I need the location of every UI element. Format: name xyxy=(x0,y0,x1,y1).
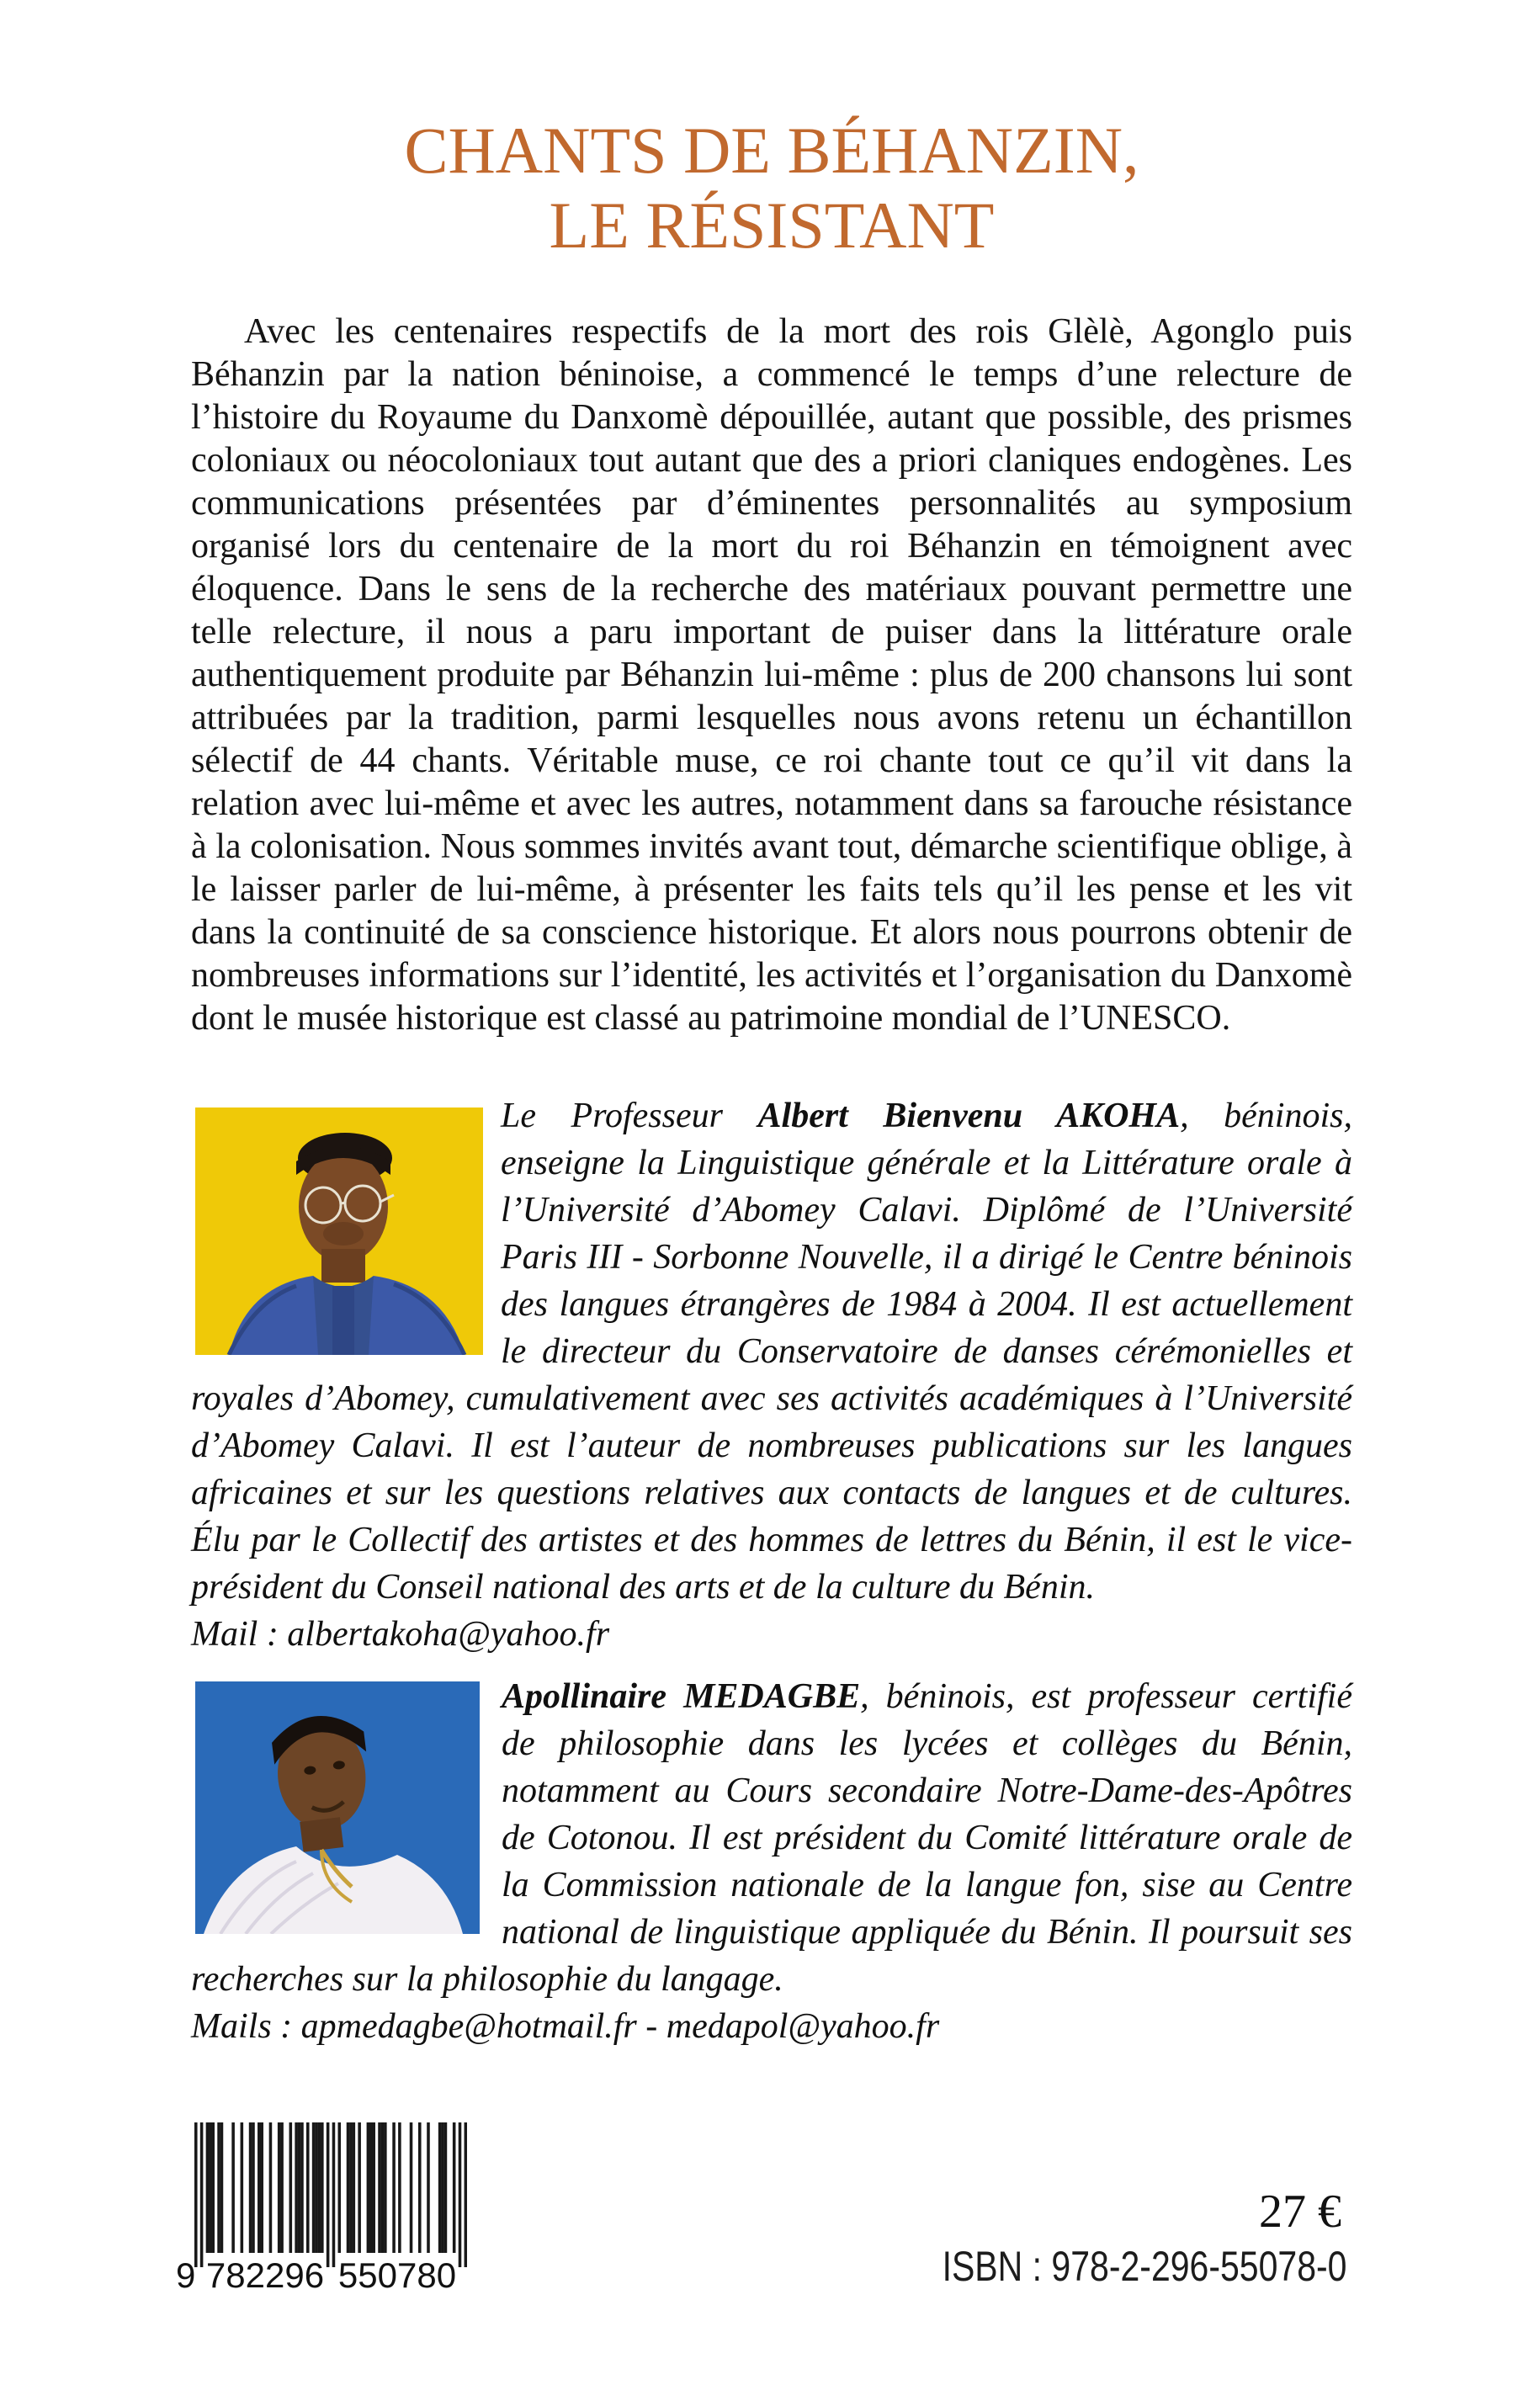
barcode-digits-group2: 550780 xyxy=(337,2255,457,2295)
author2-bio-block xyxy=(191,1673,1352,2050)
book-title xyxy=(191,113,1352,263)
author2-bio-rest: , béninois, est professeur certifié de philosophie dans les lycées et collèges du Bénin, notamment au Cours secondaire Notre-Dame-des-Apôtres de Cotonou. Il est président du Comité littérature orale de la Commission nationale de la langue fon, sise au Centre national de linguistique appliquée du Bénin. Il poursuit ses recherches sur la philosophie du langage. xyxy=(191,1677,1352,1999)
book-title-line2: LE RÉSISTANT xyxy=(549,189,995,262)
author1-name-prefix: Le Professeur xyxy=(501,1097,758,1135)
synopsis-paragraph: Avec les centenaires respectifs de la mort des rois Glèlè, Agonglo puis Béhanzin par la nation béninoise, a commencé le temps d’une relecture de l’histoire du Royaume du Danxomè dépouillée, autant que possible, des prismes coloniaux ou néocoloniaux tout autant que des a priori claniques endogènes. Les communications présentées par d’éminentes personnalités au symposium organisé lors du centenaire de la mort du roi Béhanzin en témoignent avec éloquence. Dans le sens de la recherche des matériaux pouvant permettre une telle relecture, il nous a paru important de puiser dans la littérature orale authentiquement produite par Béhanzin lui-même : plus de 200 chansons lui sont attribuées par la tradition, parmi lesquelles nous avons retenu un échantillon sélectif de 44 chants. Véritable muse, ce roi chante tout ce qu’il vit dans la relation avec lui-même et avec les autres, notamment dans sa farouche résistance à la colonisation. Nous sommes invités avant tout, démarche scientifique oblige, à le laisser parler de lui-même, à présenter les faits tels qu’il les pense et les vit dans la continuité de sa conscience historique. Et alors nous pourrons obtenir de nombreuses informations sur l’identité, les activités et l’organisation du Danxomè dont le musée historique est classé au patrimoine mondial de l’UNESCO. xyxy=(191,312,1352,1038)
barcode-digit-9: 9 xyxy=(176,2255,196,2295)
barcode-digits-group1: 782296 xyxy=(205,2255,325,2295)
price-label: 27 € xyxy=(1259,2186,1341,2238)
ean13-barcode xyxy=(176,2122,479,2308)
isbn-label: ISBN : 978-2-296-55078-0 xyxy=(942,2243,1346,2290)
barcode-bars xyxy=(194,2122,467,2267)
author2-portrait-graphic xyxy=(195,1681,480,1934)
author1-portrait-graphic xyxy=(195,1108,483,1355)
content-column xyxy=(191,113,1352,2050)
author1-photo xyxy=(195,1108,483,1355)
author2-photo xyxy=(195,1681,480,1934)
author1-bio-block xyxy=(191,1092,1352,1658)
author2-mail-line: Mails : apmedagbe@hotmail.fr - medapol@yahoo.fr xyxy=(191,2007,940,2046)
author2-name: Apollinaire MEDAGBE xyxy=(502,1677,861,1716)
author1-bio-rest: , béninois, enseigne la Linguistique générale et la Littérature orale à l’Université d’Abomey Calavi. Diplômé de l’Université Paris III - Sorbonne Nouvelle, il a dirigé le Centre béninois des langues étrangères de 1984 à 2004. Il est actuellement le directeur du Conservatoire de danses cérémonielles et royales d’Abomey, cumulativement avec ses activités académiques à l’Université d’Abomey Calavi. Il est l’auteur de nombreuses publications sur les langues africaines et sur les questions relatives aux contacts de langues et de cultures. Élu par le Collectif des artistes et des hommes de lettres du Bénin, il est le vice-président du Conseil national des arts et de la culture du Bénin. xyxy=(191,1097,1352,1607)
book-title-line1: CHANTS DE BÉHANZIN, xyxy=(404,114,1139,187)
author1-name: Albert Bienvenu AKOHA xyxy=(757,1097,1181,1135)
author1-mail-line: Mail : albertakoha@yahoo.fr xyxy=(191,1615,610,1654)
